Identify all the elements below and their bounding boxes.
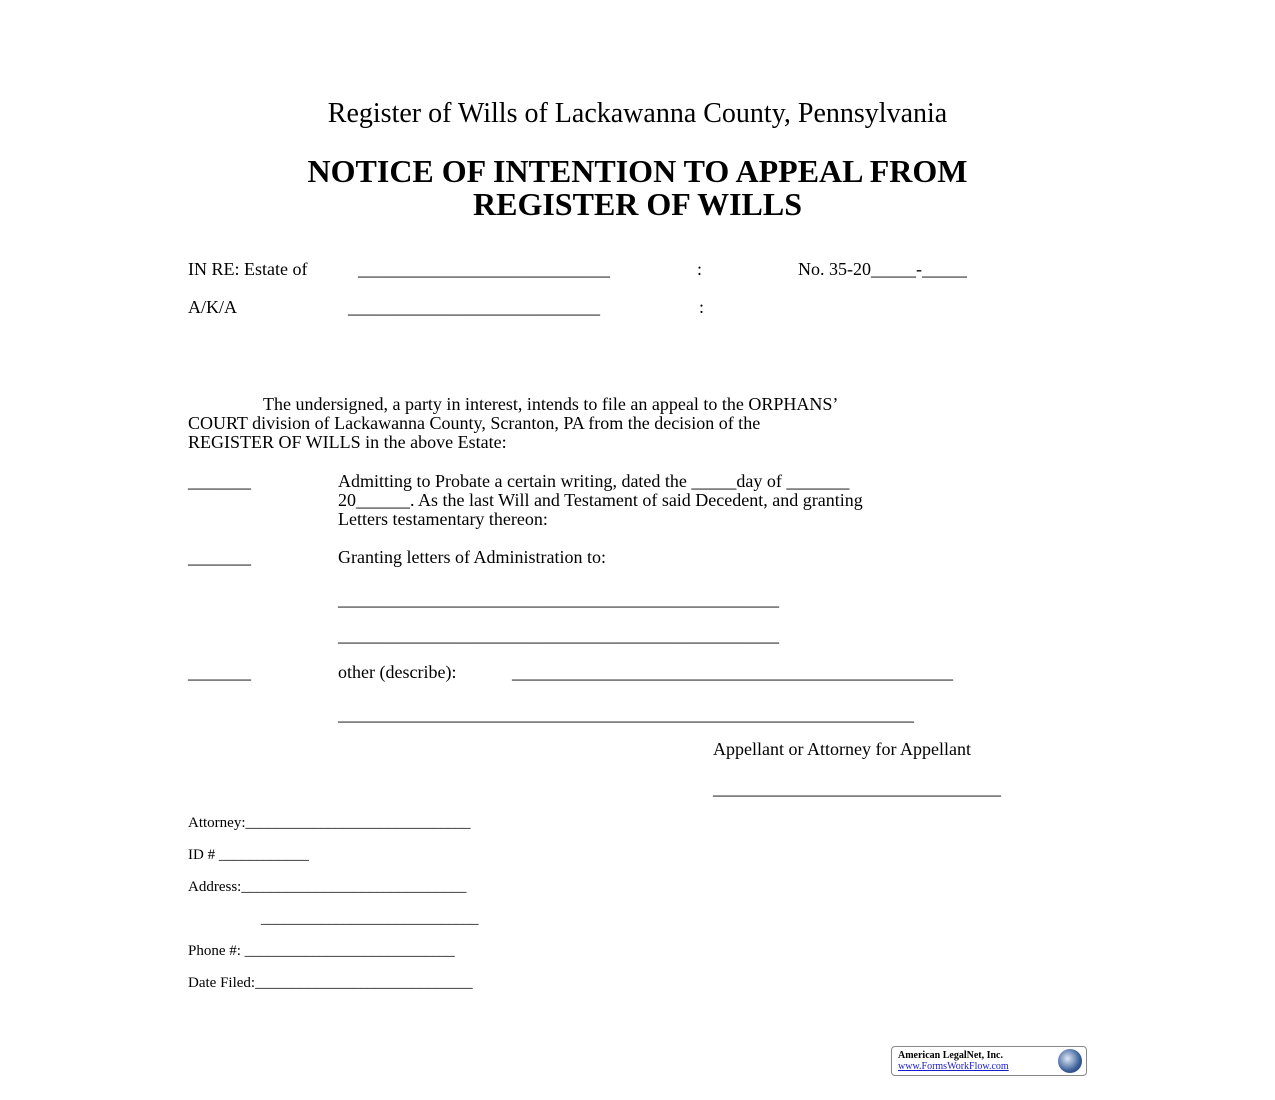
address-field-2[interactable]: _____________________________ bbox=[261, 911, 479, 927]
logo-name: American LegalNet, Inc. bbox=[898, 1050, 1003, 1061]
form-heading bbox=[0, 155, 1275, 221]
para-line: REGISTER OF WILLS in the above Estate: bbox=[188, 432, 507, 452]
other-describe-field-2[interactable]: ________________________________________________________________ bbox=[338, 704, 914, 724]
admin-name-field[interactable]: _________________________________________________ bbox=[338, 589, 779, 609]
option3-text: other (describe): bbox=[338, 662, 457, 682]
phone-field[interactable]: Phone #: ____________________________ bbox=[188, 943, 455, 959]
logo-link[interactable]: www.FormsWorkFlow.com bbox=[898, 1061, 1009, 1072]
id-field[interactable]: ID # ____________ bbox=[188, 847, 309, 863]
attorney-field[interactable]: Attorney:______________________________ bbox=[188, 815, 471, 831]
address-field[interactable]: Address:______________________________ bbox=[188, 879, 467, 895]
option1-text: Letters testamentary thereon: bbox=[338, 509, 548, 529]
aka-label: A/K/A bbox=[188, 297, 237, 317]
globe-icon bbox=[1058, 1049, 1082, 1073]
estate-label: IN RE: Estate of bbox=[188, 259, 308, 279]
estate-field[interactable]: ____________________________ bbox=[358, 259, 610, 279]
date-filed-field[interactable]: Date Filed:_____________________________ bbox=[188, 975, 473, 991]
other-describe-field[interactable]: _________________________________________________ bbox=[512, 662, 953, 682]
colon: : bbox=[699, 297, 705, 317]
option1-text: Admitting to Probate a certain writing, dated the _____day of _______ bbox=[338, 471, 850, 491]
option1-text: 20______. As the last Will and Testament of said Decedent, and granting bbox=[338, 490, 863, 510]
option3-check-field[interactable]: _______ bbox=[188, 662, 251, 682]
option2-text: Granting letters of Administration to: bbox=[338, 547, 606, 567]
signature-label: Appellant or Attorney for Appellant bbox=[713, 739, 971, 759]
para-line: The undersigned, a party in interest, intends to file an appeal to the ORPHANS’ bbox=[263, 394, 839, 414]
signature-field[interactable]: ________________________________ bbox=[713, 778, 1001, 798]
option1-check-field[interactable]: _______ bbox=[188, 471, 251, 491]
county-title: Register of Wills of Lackawanna County, Pennsylvania bbox=[327, 98, 948, 129]
colon: : bbox=[697, 259, 703, 279]
heading-line-2: REGISTER OF WILLS bbox=[473, 186, 802, 222]
case-number-field[interactable]: No. 35-20_____-_____ bbox=[798, 259, 967, 279]
publisher-logo bbox=[891, 1046, 1087, 1076]
option2-check-field[interactable]: _______ bbox=[188, 547, 251, 567]
heading-line-1: NOTICE OF INTENTION TO APPEAL FROM bbox=[307, 153, 968, 189]
aka-field[interactable]: ____________________________ bbox=[348, 297, 600, 317]
admin-name-field[interactable]: _________________________________________________ bbox=[338, 625, 779, 645]
para-line: COURT division of Lackawanna County, Scranton, PA from the decision of the bbox=[188, 413, 761, 433]
